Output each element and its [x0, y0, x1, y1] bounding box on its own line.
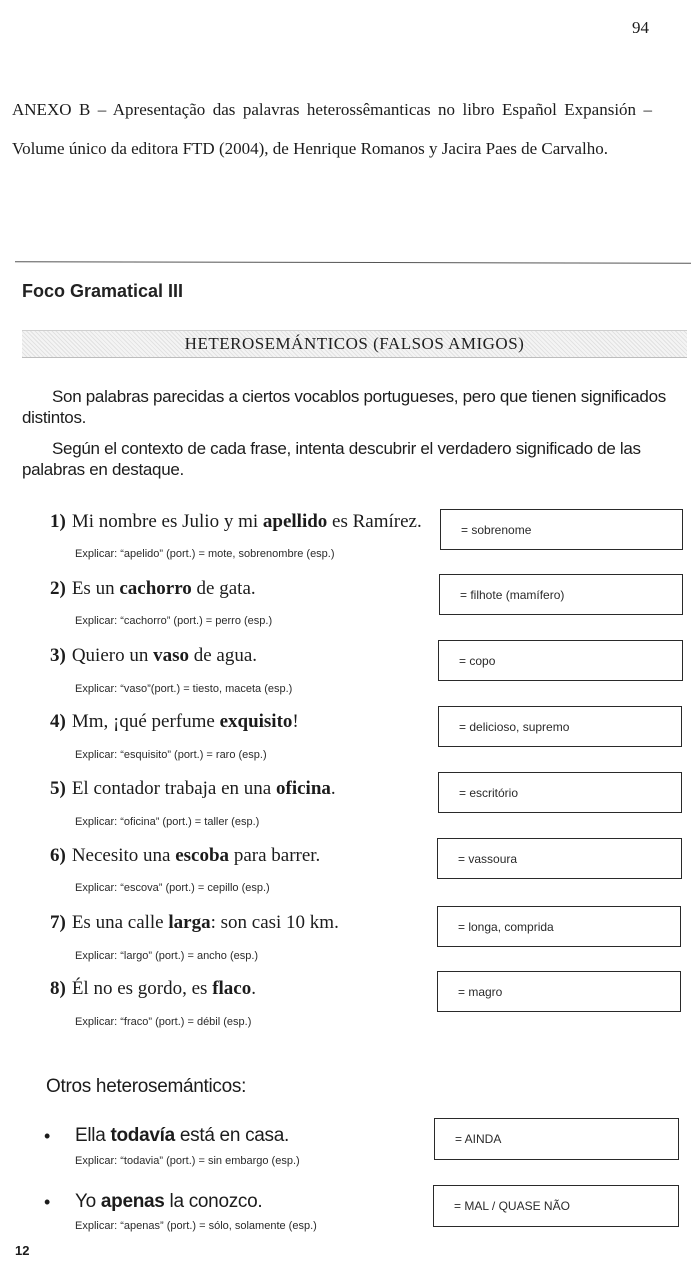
exercise-sentence: 1) Mi nombre es Julio y mi apellido es Ramírez. [50, 511, 422, 532]
highlighted-word: apenas [100, 1191, 165, 1212]
item-number: 1) [50, 511, 66, 532]
others-heading: Otros heterosemánticos: [46, 1076, 247, 1097]
exercise-sentence: 8) Él no es gordo, es flaco. [50, 978, 256, 999]
page-number: 94 [632, 18, 649, 37]
answer-box: = AINDA [434, 1118, 679, 1160]
footer-page-number: 12 [15, 1243, 30, 1258]
item-number: 4) [50, 711, 66, 732]
item-number: 3) [50, 645, 66, 666]
others-sentence: Yo apenas la conozco. [75, 1191, 263, 1212]
highlighted-word: cachorro [119, 578, 192, 599]
explanation-note: Explicar: “oficina” (port.) = taller (esp.) [75, 816, 260, 828]
item-number: 7) [50, 912, 66, 933]
annex-intro: ANEXO B – Apresentação das palavras heterossêmanticas no libro Español Expansión – Volume único da editora FTD (2004), de Henrique Romanos y Jacira Paes de Carvalho. [12, 100, 652, 158]
highlighted-word: escoba [175, 845, 230, 866]
explanation-note: Explicar: “largo” (port.) = ancho (esp.) [75, 950, 259, 962]
answer-box: = vassoura [437, 838, 682, 879]
exercise-sentence: 2) Es un cachorro de gata. [50, 578, 256, 599]
highlighted-word: apellido [262, 511, 328, 532]
answer-box: = filhote (mamífero) [439, 574, 683, 615]
exercise-sentence: 5) El contador trabaja en una oficina. [50, 778, 336, 799]
answer-box: = longa, comprida [437, 906, 681, 947]
exercise-sentence: 4) Mm, ¡qué perfume exquisito! [50, 711, 299, 732]
item-number: 5) [50, 778, 66, 799]
highlighted-word: flaco [212, 978, 252, 999]
highlighted-word: larga [168, 912, 211, 933]
explanation-note: Explicar: “apelido” (port.) = mote, sobrenombre (esp.) [75, 548, 335, 560]
answer-box: = escritório [438, 772, 682, 813]
explanation-note: Explicar: “esquisito” (port.) = raro (esp.) [75, 749, 267, 761]
answer-box: = magro [437, 971, 681, 1012]
explanation-note: Explicar: “cachorro” (port.) = perro (esp.) [75, 615, 273, 627]
answer-box: = MAL / QUASE NÃO [433, 1185, 679, 1227]
highlighted-word: oficina [276, 778, 331, 799]
bullet: • [44, 1126, 51, 1146]
answer-box: = sobrenome [440, 509, 683, 550]
explanation-note: Explicar: “vaso”(port.) = tiesto, maceta (esp.) [75, 683, 293, 695]
answer-box: = delicioso, supremo [438, 706, 682, 747]
section-title: Foco Gramatical III [22, 281, 184, 301]
banner-title: HETEROSEMÁNTICOS (FALSOS AMIGOS) [184, 334, 525, 353]
bullet: • [44, 1192, 51, 1212]
exercise-sentence: 6) Necesito una escoba para barrer. [50, 845, 321, 866]
exercise-sentence: 7) Es una calle larga: son casi 10 km. [50, 912, 339, 933]
topic-banner [22, 330, 687, 358]
answer-box: = copo [438, 640, 683, 681]
section-divider [15, 261, 691, 263]
item-number: 6) [50, 845, 66, 866]
highlighted-word: vaso [153, 645, 189, 666]
item-number: 2) [50, 578, 66, 599]
others-sentence: Ella todavía está en casa. [75, 1125, 289, 1146]
exercise-sentence: 3) Quiero un vaso de agua. [50, 645, 258, 666]
highlighted-word: exquisito [219, 711, 293, 732]
explanation-note: Explicar: “apenas” (port.) = sólo, solamente (esp.) [75, 1220, 317, 1232]
explanation-note: Explicar: “todavia” (port.) = sin embargo (esp.) [75, 1155, 300, 1167]
explanation-note: Explicar: “fraco” (port.) = débil (esp.) [75, 1016, 252, 1028]
highlighted-word: todavía [110, 1125, 175, 1146]
explanation-note: Explicar: “escova” (port.) = cepillo (esp.) [75, 882, 270, 894]
instruction-paragraph: Según el contexto de cada frase, intenta descubrir el verdadero significado de las palabras en destaque. [22, 439, 641, 479]
item-number: 8) [50, 978, 66, 999]
definition-paragraph: Son palabras parecidas a ciertos vocablos portugueses, pero que tienen significados distintos. [22, 387, 666, 427]
